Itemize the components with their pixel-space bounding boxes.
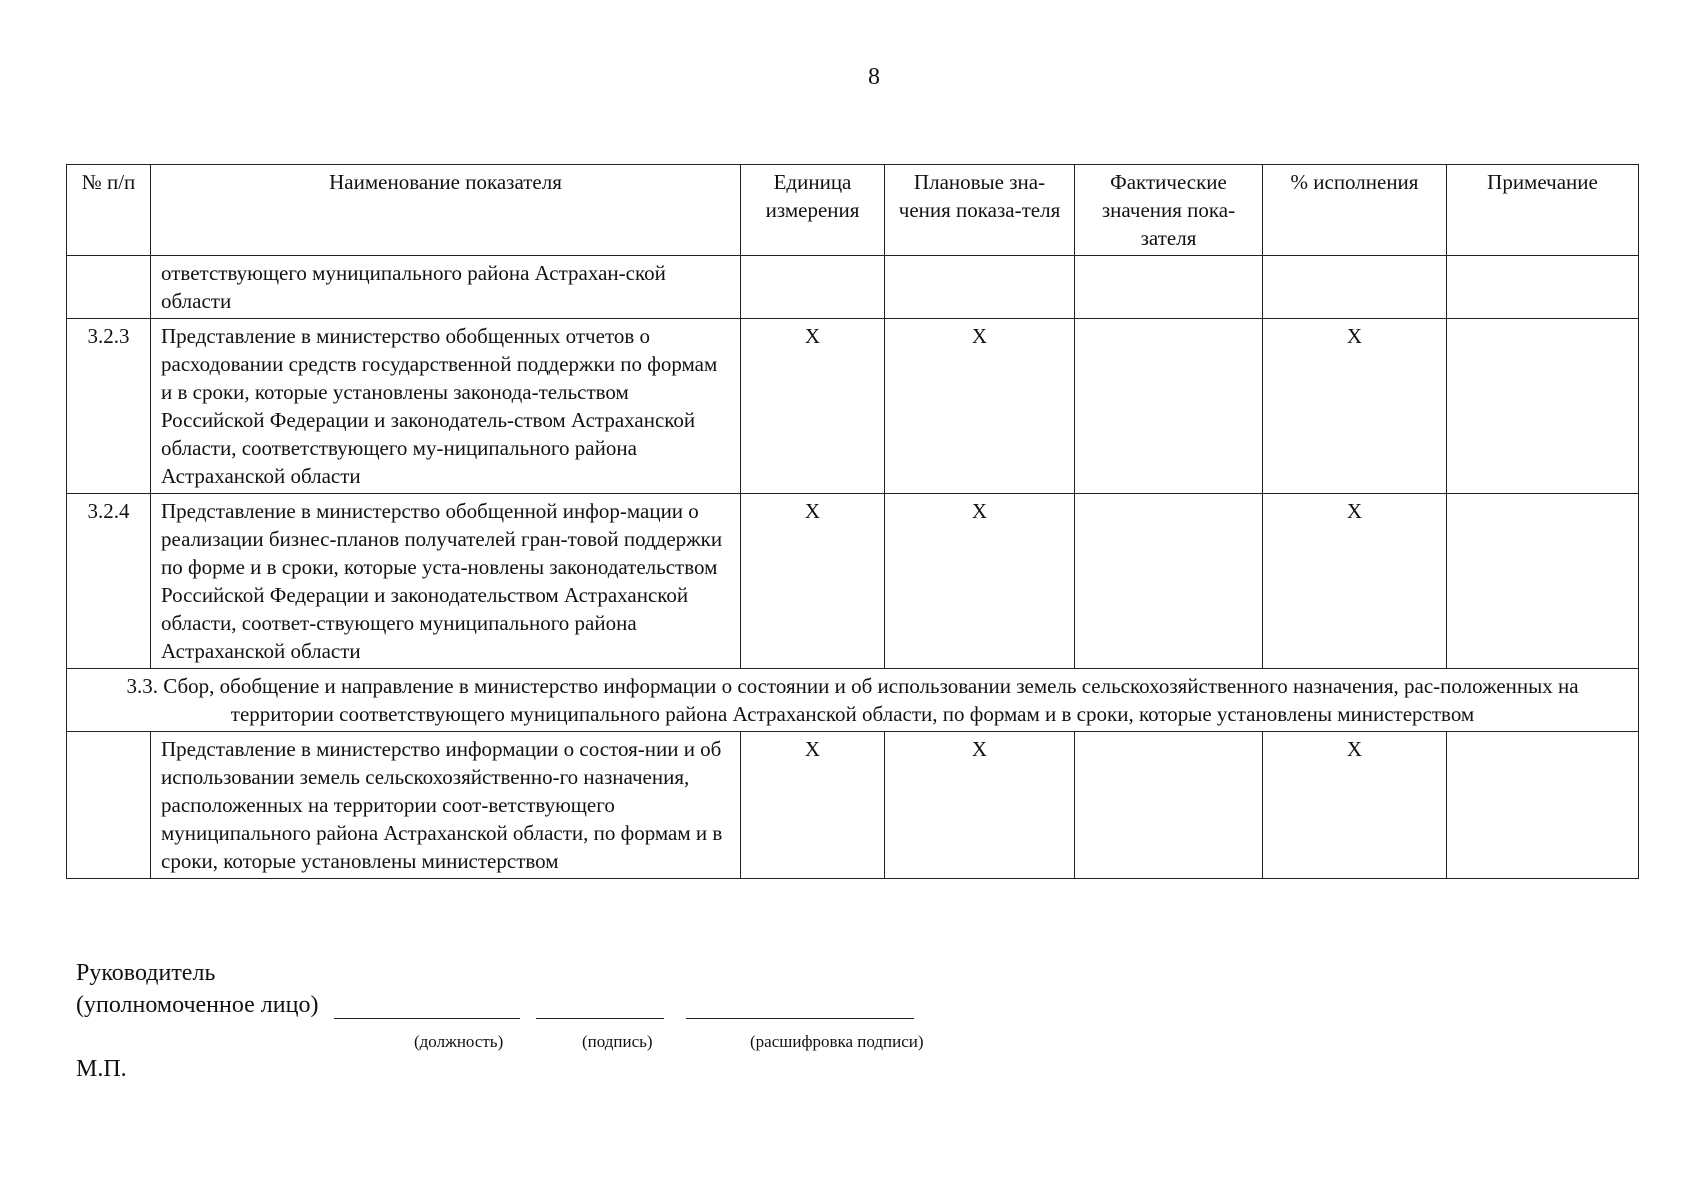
row-num: 3.2.4	[67, 494, 151, 669]
header-percent: % исполнения	[1263, 165, 1447, 256]
row-actual	[1075, 256, 1263, 319]
row-unit	[741, 256, 885, 319]
table-row	[67, 732, 1639, 879]
header-note: Примечание	[1447, 165, 1639, 256]
header-unit: Единица измерения	[741, 165, 885, 256]
row-percent	[1263, 256, 1447, 319]
page-number: 8	[868, 64, 880, 90]
caption-decoding: (расшифровка подписи)	[750, 1032, 924, 1051]
caption-signature: (подпись)	[582, 1032, 653, 1051]
row-percent: X	[1263, 494, 1447, 669]
row-note	[1447, 256, 1639, 319]
row-note	[1447, 494, 1639, 669]
row-note	[1447, 732, 1639, 879]
header-planned: Плановые зна-чения показа-теля	[885, 165, 1075, 256]
decoding-blank[interactable]	[686, 992, 914, 1019]
row-unit: X	[741, 732, 885, 879]
row-percent: X	[1263, 732, 1447, 879]
row-name: Представление в министерство информации о состоя-нии и об использовании земель сельскохозяйственно-го назначения, расположенных на территории соот-ветствующего муниципального района Астраханской области, по формам и в сроки, которые установлены министерством	[151, 732, 741, 879]
row-name: Представление в министерство обобщенных отчетов о расходовании средств государственной поддержки по формам и в сроки, которые установлены законода-тельством Российской Федерации и законодатель-ством Астраханской области, соответствующего му-ниципального района Астраханской области	[151, 319, 741, 494]
section-row	[67, 669, 1639, 732]
row-num	[67, 732, 151, 879]
row-num: 3.2.3	[67, 319, 151, 494]
stamp-placeholder: М.П.	[76, 1056, 127, 1082]
row-planned: X	[885, 732, 1075, 879]
table-row	[67, 319, 1639, 494]
row-actual	[1075, 319, 1263, 494]
table-row	[67, 494, 1639, 669]
row-name: ответствующего муниципального района Астрахан-ской области	[151, 256, 741, 319]
row-unit: X	[741, 494, 885, 669]
row-note	[1447, 319, 1639, 494]
row-name: Представление в министерство обобщенной инфор-мации о реализации бизнес-планов получателей гран-товой поддержки по форме и в сроки, которые уста-новлены законодательством Российской Федерации и законодательством Астраханской области, соответ-ствующего муниципального района Астраханской области	[151, 494, 741, 669]
caption-position: (должность)	[414, 1032, 504, 1051]
signature-blank[interactable]	[536, 992, 664, 1019]
position-blank[interactable]	[334, 992, 520, 1019]
header-num: № п/п	[67, 165, 151, 256]
section-heading: 3.3. Сбор, обобщение и направление в министерство информации о состоянии и об использовании земель сельскохозяйственного назначения, рас-положенных на территории соответствующего муниципального района Астраханской области, по формам и в сроки, которые установлены министерством	[67, 669, 1639, 732]
row-planned: X	[885, 494, 1075, 669]
row-actual	[1075, 494, 1263, 669]
header-name: Наименование показателя	[151, 165, 741, 256]
table-row	[67, 256, 1639, 319]
signature-line	[76, 992, 914, 1019]
signature-title: Руководитель	[76, 960, 216, 986]
indicators-table	[66, 164, 1639, 879]
row-percent: X	[1263, 319, 1447, 494]
row-unit: X	[741, 319, 885, 494]
table-header-row	[67, 165, 1639, 256]
row-num	[67, 256, 151, 319]
header-actual: Фактические значения пока-зателя	[1075, 165, 1263, 256]
signature-label: (уполномоченное лицо)	[76, 992, 319, 1018]
row-actual	[1075, 732, 1263, 879]
row-planned: X	[885, 319, 1075, 494]
row-planned	[885, 256, 1075, 319]
